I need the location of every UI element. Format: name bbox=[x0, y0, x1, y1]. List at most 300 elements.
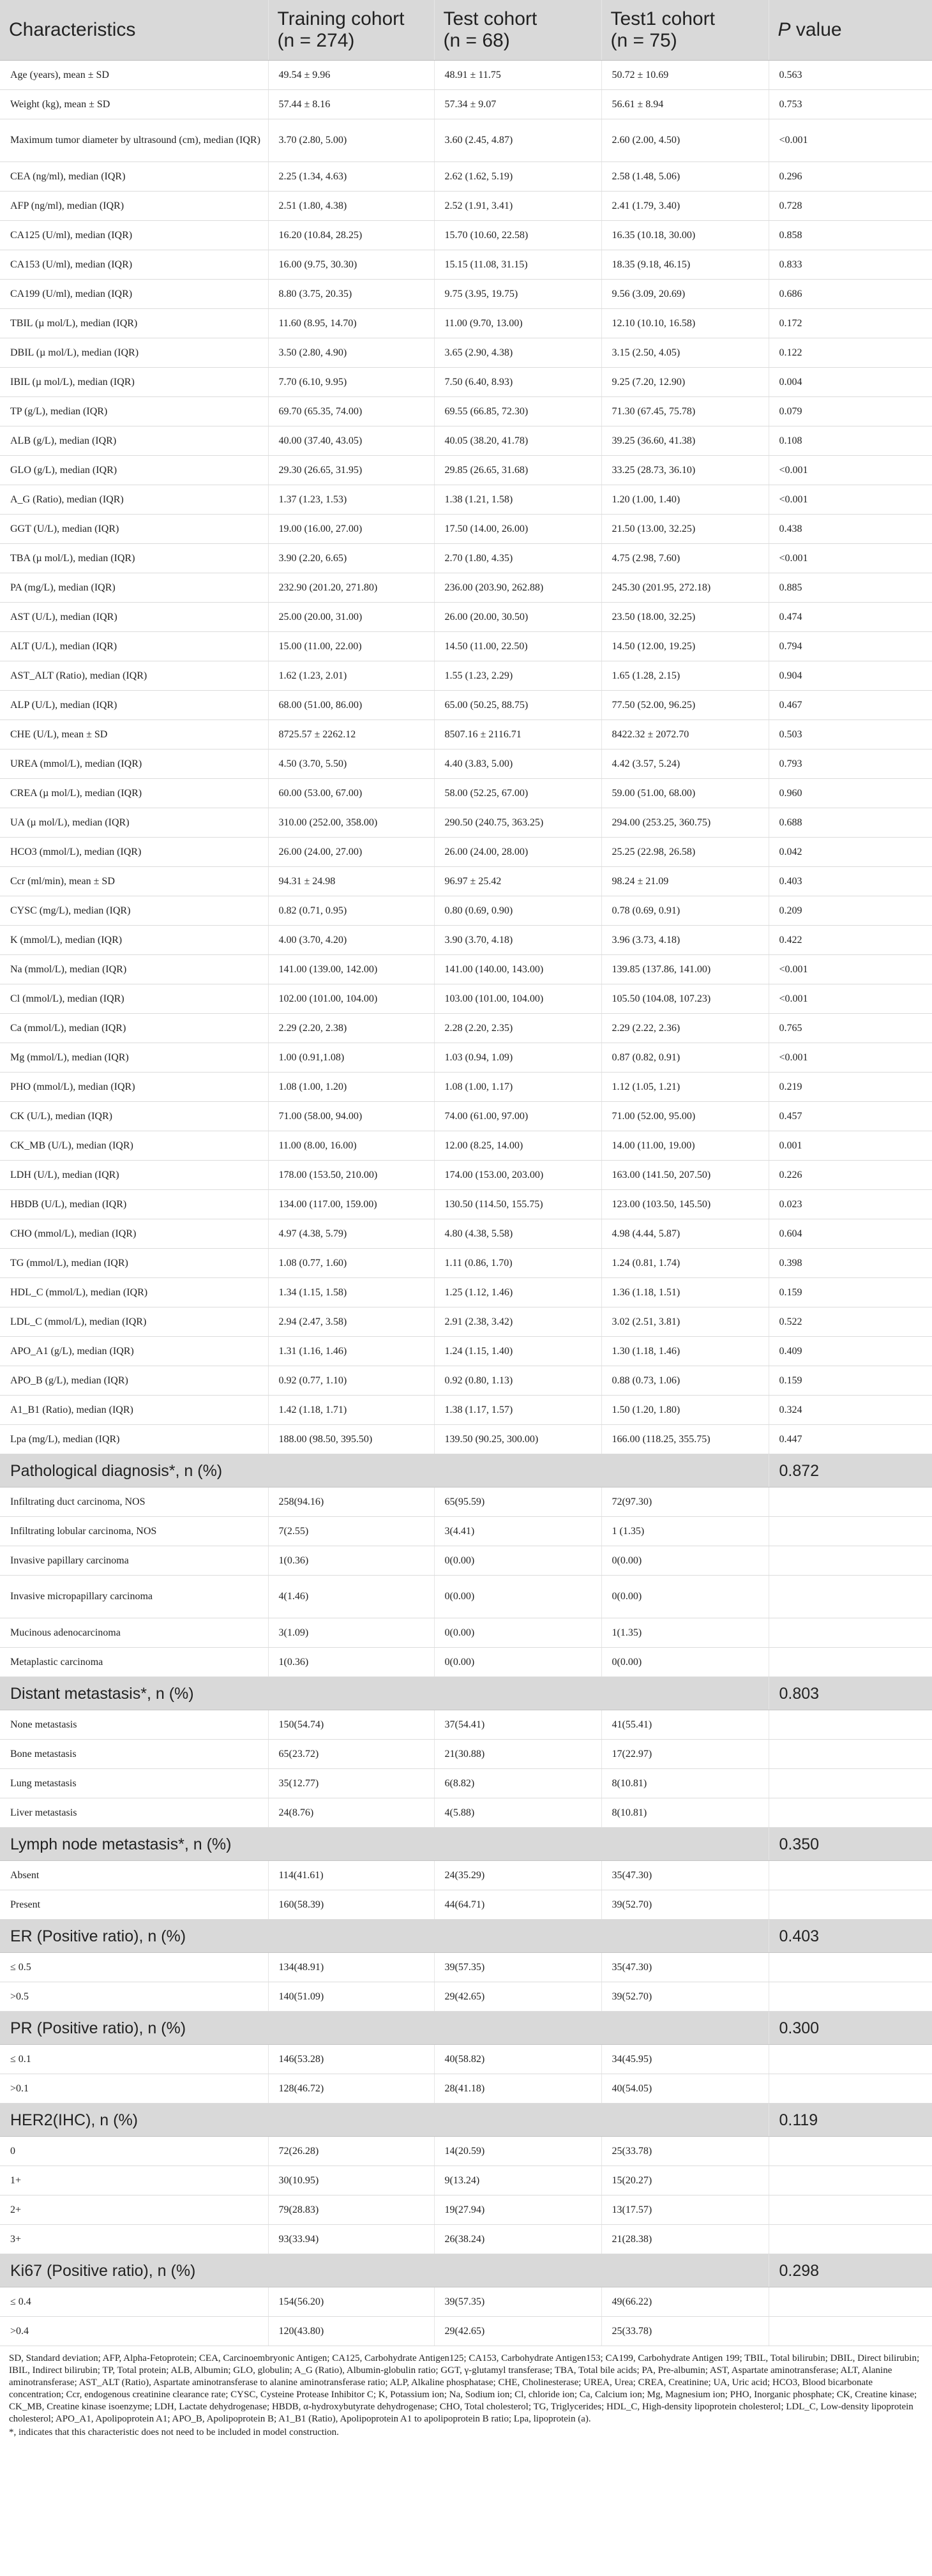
test1-value: 1(1.35) bbox=[601, 1618, 769, 1648]
training-value: 1.00 (0.91,1.08) bbox=[268, 1043, 434, 1073]
test1-value: 39(52.70) bbox=[601, 1890, 769, 1920]
p-value bbox=[769, 1517, 932, 1546]
row-label: CA153 (U/ml), median (IQR) bbox=[0, 250, 268, 280]
row-label: CA125 (U/ml), median (IQR) bbox=[0, 221, 268, 250]
test-value: 236.00 (203.90, 262.88) bbox=[434, 573, 601, 603]
footnote-asterisk: *, indicates that this characteristic does not need to be included in model construction. bbox=[9, 2427, 339, 2437]
row-label: AST (U/L), median (IQR) bbox=[0, 603, 268, 632]
test-value: 65.00 (50.25, 88.75) bbox=[434, 691, 601, 720]
test1-value: 163.00 (141.50, 207.50) bbox=[601, 1161, 769, 1190]
table-row bbox=[0, 280, 932, 309]
test1-value: 245.30 (201.95, 272.18) bbox=[601, 573, 769, 603]
training-value: 2.94 (2.47, 3.58) bbox=[268, 1307, 434, 1337]
table-row bbox=[0, 426, 932, 456]
table-row bbox=[0, 1219, 932, 1249]
table-row bbox=[0, 2137, 932, 2166]
p-value: 0.219 bbox=[769, 1073, 932, 1102]
training-value: 4(1.46) bbox=[268, 1576, 434, 1618]
test-value: 14.50 (11.00, 22.50) bbox=[434, 632, 601, 661]
table-row bbox=[0, 2074, 932, 2104]
test1-value: 17(22.97) bbox=[601, 1740, 769, 1769]
row-label: UA (µ mol/L), median (IQR) bbox=[0, 808, 268, 838]
test-value: 69.55 (66.85, 72.30) bbox=[434, 397, 601, 426]
test-value: 57.34 ± 9.07 bbox=[434, 90, 601, 119]
training-value: 1(0.36) bbox=[268, 1648, 434, 1677]
test-value: 17.50 (14.00, 26.00) bbox=[434, 515, 601, 544]
p-value: 0.001 bbox=[769, 1131, 932, 1161]
table-row bbox=[0, 632, 932, 661]
row-label: Weight (kg), mean ± SD bbox=[0, 90, 268, 119]
row-label: PHO (mmol/L), median (IQR) bbox=[0, 1073, 268, 1102]
test-value: 24(35.29) bbox=[434, 1861, 601, 1890]
row-label: HDL_C (mmol/L), median (IQR) bbox=[0, 1278, 268, 1307]
test1-value: 25.25 (22.98, 26.58) bbox=[601, 838, 769, 867]
training-value: 40.00 (37.40, 43.05) bbox=[268, 426, 434, 456]
test1-value: 71.30 (67.45, 75.78) bbox=[601, 397, 769, 426]
table-row bbox=[0, 1488, 932, 1517]
test1-value: 4.98 (4.44, 5.87) bbox=[601, 1219, 769, 1249]
test1-value: 3.15 (2.50, 4.05) bbox=[601, 338, 769, 368]
row-label: Invasive micropapillary carcinoma bbox=[0, 1576, 268, 1618]
table-row bbox=[0, 309, 932, 338]
p-value: <0.001 bbox=[769, 1043, 932, 1073]
test-value: 4.40 (3.83, 5.00) bbox=[434, 749, 601, 779]
p-value bbox=[769, 1769, 932, 1798]
training-value: 1.37 (1.23, 1.53) bbox=[268, 485, 434, 515]
row-label: GLO (g/L), median (IQR) bbox=[0, 456, 268, 485]
p-value: <0.001 bbox=[769, 456, 932, 485]
test1-value: 0.87 (0.82, 0.91) bbox=[601, 1043, 769, 1073]
header-test1-cohort: Test1 cohort (n = 75) bbox=[601, 0, 769, 61]
row-label: AST_ALT (Ratio), median (IQR) bbox=[0, 661, 268, 691]
test-value: 19(27.94) bbox=[434, 2196, 601, 2225]
table-row bbox=[0, 90, 932, 119]
section-label: PR (Positive ratio), n (%) bbox=[0, 2012, 769, 2045]
p-value: 0.122 bbox=[769, 338, 932, 368]
test1-value: 72(97.30) bbox=[601, 1488, 769, 1517]
section-p-value: 0.803 bbox=[769, 1677, 932, 1710]
test-value: 0(0.00) bbox=[434, 1576, 601, 1618]
p-value: 0.604 bbox=[769, 1219, 932, 1249]
training-value: 1.62 (1.23, 2.01) bbox=[268, 661, 434, 691]
row-label: UREA (mmol/L), median (IQR) bbox=[0, 749, 268, 779]
row-label: CK (U/L), median (IQR) bbox=[0, 1102, 268, 1131]
table-row bbox=[0, 720, 932, 749]
row-label: LDH (U/L), median (IQR) bbox=[0, 1161, 268, 1190]
row-label: K (mmol/L), median (IQR) bbox=[0, 926, 268, 955]
training-value: 1.34 (1.15, 1.58) bbox=[268, 1278, 434, 1307]
training-value: 24(8.76) bbox=[268, 1798, 434, 1828]
p-value bbox=[769, 1576, 932, 1618]
training-value: 178.00 (153.50, 210.00) bbox=[268, 1161, 434, 1190]
p-value: 0.004 bbox=[769, 368, 932, 397]
row-label: Ccr (ml/min), mean ± SD bbox=[0, 867, 268, 896]
training-value: 2.51 (1.80, 4.38) bbox=[268, 192, 434, 221]
p-value bbox=[769, 2317, 932, 2346]
table-row bbox=[0, 368, 932, 397]
test1-value: 166.00 (118.25, 355.75) bbox=[601, 1425, 769, 1454]
row-label: ≤ 0.5 bbox=[0, 1953, 268, 1982]
training-value: 120(43.80) bbox=[268, 2317, 434, 2346]
section-p-value: 0.119 bbox=[769, 2104, 932, 2137]
header-test-cohort: Test cohort (n = 68) bbox=[434, 0, 601, 61]
table-row bbox=[0, 1102, 932, 1131]
test-value: 6(8.82) bbox=[434, 1769, 601, 1798]
table-row bbox=[0, 1546, 932, 1576]
p-value: 0.686 bbox=[769, 280, 932, 309]
p-value: 0.522 bbox=[769, 1307, 932, 1337]
training-value: 4.00 (3.70, 4.20) bbox=[268, 926, 434, 955]
table-row bbox=[0, 926, 932, 955]
test1-value: 25(33.78) bbox=[601, 2317, 769, 2346]
training-value: 7(2.55) bbox=[268, 1517, 434, 1546]
table-row bbox=[0, 808, 932, 838]
training-value: 68.00 (51.00, 86.00) bbox=[268, 691, 434, 720]
test1-value: 1.12 (1.05, 1.21) bbox=[601, 1073, 769, 1102]
row-label: 0 bbox=[0, 2137, 268, 2166]
training-value: 232.90 (201.20, 271.80) bbox=[268, 573, 434, 603]
p-value bbox=[769, 2137, 932, 2166]
training-value: 16.20 (10.84, 28.25) bbox=[268, 221, 434, 250]
section-p-value: 0.298 bbox=[769, 2254, 932, 2287]
test-value: 14(20.59) bbox=[434, 2137, 601, 2166]
training-value: 49.54 ± 9.96 bbox=[268, 61, 434, 90]
table-row bbox=[0, 162, 932, 192]
p-value: 0.296 bbox=[769, 162, 932, 192]
test-value: 9.75 (3.95, 19.75) bbox=[434, 280, 601, 309]
training-value: 3.70 (2.80, 5.00) bbox=[268, 119, 434, 162]
table-row bbox=[0, 1366, 932, 1396]
test1-value: 2.60 (2.00, 4.50) bbox=[601, 119, 769, 162]
p-value: 0.728 bbox=[769, 192, 932, 221]
test-value: 39(57.35) bbox=[434, 2287, 601, 2317]
test-value: 3.60 (2.45, 4.87) bbox=[434, 119, 601, 162]
table-row bbox=[0, 1190, 932, 1219]
row-label: HCO3 (mmol/L), median (IQR) bbox=[0, 838, 268, 867]
test1-value: 1.36 (1.18, 1.51) bbox=[601, 1278, 769, 1307]
test1-value: 8(10.81) bbox=[601, 1798, 769, 1828]
section-p-value: 0.872 bbox=[769, 1454, 932, 1488]
p-value: 0.457 bbox=[769, 1102, 932, 1131]
table-row bbox=[0, 573, 932, 603]
test1-value: 3.96 (3.73, 4.18) bbox=[601, 926, 769, 955]
section-label: Distant metastasis*, n (%) bbox=[0, 1677, 769, 1710]
table-row bbox=[0, 661, 932, 691]
test1-value: 1.50 (1.20, 1.80) bbox=[601, 1396, 769, 1425]
table-row bbox=[0, 1517, 932, 1546]
table-row bbox=[0, 485, 932, 515]
table-row bbox=[0, 1131, 932, 1161]
section-p-value: 0.300 bbox=[769, 2012, 932, 2045]
test-value: 1.38 (1.17, 1.57) bbox=[434, 1396, 601, 1425]
test-value: 1.55 (1.23, 2.29) bbox=[434, 661, 601, 691]
p-value bbox=[769, 1740, 932, 1769]
row-label: 3+ bbox=[0, 2225, 268, 2254]
test1-value: 9.25 (7.20, 12.90) bbox=[601, 368, 769, 397]
p-value: 0.023 bbox=[769, 1190, 932, 1219]
table-row bbox=[0, 749, 932, 779]
p-value: 0.794 bbox=[769, 632, 932, 661]
header-characteristics: Characteristics bbox=[0, 0, 268, 61]
row-label: Bone metastasis bbox=[0, 1740, 268, 1769]
p-value: 0.765 bbox=[769, 1014, 932, 1043]
row-label: Age (years), mean ± SD bbox=[0, 61, 268, 90]
test-value: 4(5.88) bbox=[434, 1798, 601, 1828]
test1-value: 139.85 (137.86, 141.00) bbox=[601, 955, 769, 984]
row-label: Absent bbox=[0, 1861, 268, 1890]
row-label: >0.5 bbox=[0, 1982, 268, 2012]
table-row bbox=[0, 1073, 932, 1102]
test-value: 141.00 (140.00, 143.00) bbox=[434, 955, 601, 984]
test1-value: 8422.32 ± 2072.70 bbox=[601, 720, 769, 749]
test1-value: 3.02 (2.51, 3.81) bbox=[601, 1307, 769, 1337]
test1-value: 13(17.57) bbox=[601, 2196, 769, 2225]
test-value: 2.52 (1.91, 3.41) bbox=[434, 192, 601, 221]
p-value: 0.159 bbox=[769, 1278, 932, 1307]
table-row bbox=[0, 2317, 932, 2346]
test-value: 26.00 (20.00, 30.50) bbox=[434, 603, 601, 632]
training-value: 35(12.77) bbox=[268, 1769, 434, 1798]
training-value: 30(10.95) bbox=[268, 2166, 434, 2196]
row-label: ALT (U/L), median (IQR) bbox=[0, 632, 268, 661]
test1-value: 98.24 ± 21.09 bbox=[601, 867, 769, 896]
training-value: 94.31 ± 24.98 bbox=[268, 867, 434, 896]
p-value: 0.563 bbox=[769, 61, 932, 90]
training-value: 154(56.20) bbox=[268, 2287, 434, 2317]
p-value: 0.688 bbox=[769, 808, 932, 838]
section-p-value: 0.403 bbox=[769, 1920, 932, 1953]
test1-value: 77.50 (52.00, 96.25) bbox=[601, 691, 769, 720]
training-value: 0.92 (0.77, 1.10) bbox=[268, 1366, 434, 1396]
table-row bbox=[0, 1576, 932, 1618]
training-value: 65(23.72) bbox=[268, 1740, 434, 1769]
p-value: 0.398 bbox=[769, 1249, 932, 1278]
test-value: 29(42.65) bbox=[434, 2317, 601, 2346]
table-row bbox=[0, 456, 932, 485]
table-row bbox=[0, 1014, 932, 1043]
test-value: 40(58.82) bbox=[434, 2045, 601, 2074]
test1-value: 1.30 (1.18, 1.46) bbox=[601, 1337, 769, 1366]
p-value: 0.042 bbox=[769, 838, 932, 867]
table-row bbox=[0, 603, 932, 632]
test1-value: 12.10 (10.10, 16.58) bbox=[601, 309, 769, 338]
row-label: Mg (mmol/L), median (IQR) bbox=[0, 1043, 268, 1073]
training-value: 15.00 (11.00, 22.00) bbox=[268, 632, 434, 661]
test-value: 0.80 (0.69, 0.90) bbox=[434, 896, 601, 926]
test-value: 12.00 (8.25, 14.00) bbox=[434, 1131, 601, 1161]
test1-value: 1.65 (1.28, 2.15) bbox=[601, 661, 769, 691]
test-value: 7.50 (6.40, 8.93) bbox=[434, 368, 601, 397]
p-value bbox=[769, 1953, 932, 1982]
test1-value: 40(54.05) bbox=[601, 2074, 769, 2104]
p-value bbox=[769, 1488, 932, 1517]
row-label: ≤ 0.4 bbox=[0, 2287, 268, 2317]
training-value: 188.00 (98.50, 395.50) bbox=[268, 1425, 434, 1454]
p-value: 0.885 bbox=[769, 573, 932, 603]
row-label: CYSC (mg/L), median (IQR) bbox=[0, 896, 268, 926]
test-value: 9(13.24) bbox=[434, 2166, 601, 2196]
test1-value: 2.29 (2.22, 2.36) bbox=[601, 1014, 769, 1043]
p-value: 0.793 bbox=[769, 749, 932, 779]
p-value: 0.960 bbox=[769, 779, 932, 808]
row-label: Infiltrating duct carcinoma, NOS bbox=[0, 1488, 268, 1517]
table-row bbox=[0, 250, 932, 280]
p-value: <0.001 bbox=[769, 984, 932, 1014]
row-label: Present bbox=[0, 1890, 268, 1920]
table-row bbox=[0, 838, 932, 867]
table-row bbox=[0, 1798, 932, 1828]
table-row bbox=[0, 2225, 932, 2254]
p-value: 0.438 bbox=[769, 515, 932, 544]
test1-value: 0(0.00) bbox=[601, 1648, 769, 1677]
test1-value: 59.00 (51.00, 68.00) bbox=[601, 779, 769, 808]
row-label: LDL_C (mmol/L), median (IQR) bbox=[0, 1307, 268, 1337]
section-row bbox=[0, 2012, 932, 2045]
p-value: 0.324 bbox=[769, 1396, 932, 1425]
test-value: 1.24 (1.15, 1.40) bbox=[434, 1337, 601, 1366]
p-value bbox=[769, 2196, 932, 2225]
test1-value: 0.78 (0.69, 0.91) bbox=[601, 896, 769, 926]
header-p-italic: P bbox=[778, 19, 791, 40]
training-value: 60.00 (53.00, 67.00) bbox=[268, 779, 434, 808]
row-label: CA199 (U/ml), median (IQR) bbox=[0, 280, 268, 309]
table-row bbox=[0, 2166, 932, 2196]
test1-value: 34(45.95) bbox=[601, 2045, 769, 2074]
table-row bbox=[0, 515, 932, 544]
table-row bbox=[0, 1740, 932, 1769]
p-value bbox=[769, 1798, 932, 1828]
p-value: 0.474 bbox=[769, 603, 932, 632]
test-value: 174.00 (153.00, 203.00) bbox=[434, 1161, 601, 1190]
table-row bbox=[0, 691, 932, 720]
training-value: 146(53.28) bbox=[268, 2045, 434, 2074]
header-row bbox=[0, 0, 932, 61]
test-value: 0.92 (0.80, 1.13) bbox=[434, 1366, 601, 1396]
test1-value: 21(28.38) bbox=[601, 2225, 769, 2254]
p-value: 0.172 bbox=[769, 309, 932, 338]
test-value: 3.90 (3.70, 4.18) bbox=[434, 926, 601, 955]
p-value: 0.503 bbox=[769, 720, 932, 749]
table-row bbox=[0, 1161, 932, 1190]
section-label: Ki67 (Positive ratio), n (%) bbox=[0, 2254, 769, 2287]
table-row bbox=[0, 119, 932, 162]
training-value: 72(26.28) bbox=[268, 2137, 434, 2166]
row-label: TG (mmol/L), median (IQR) bbox=[0, 1249, 268, 1278]
table-row bbox=[0, 2045, 932, 2074]
row-label: IBIL (µ mol/L), median (IQR) bbox=[0, 368, 268, 397]
test-value: 11.00 (9.70, 13.00) bbox=[434, 309, 601, 338]
p-value: <0.001 bbox=[769, 485, 932, 515]
p-value: 0.422 bbox=[769, 926, 932, 955]
test-value: 2.62 (1.62, 5.19) bbox=[434, 162, 601, 192]
table-row bbox=[0, 2196, 932, 2225]
training-value: 1.08 (1.00, 1.20) bbox=[268, 1073, 434, 1102]
table-row bbox=[0, 338, 932, 368]
test1-value: 16.35 (10.18, 30.00) bbox=[601, 221, 769, 250]
row-label: GGT (U/L), median (IQR) bbox=[0, 515, 268, 544]
training-value: 134(48.91) bbox=[268, 1953, 434, 1982]
p-value: <0.001 bbox=[769, 544, 932, 573]
test-value: 96.97 ± 25.42 bbox=[434, 867, 601, 896]
training-value: 141.00 (139.00, 142.00) bbox=[268, 955, 434, 984]
row-label: Ca (mmol/L), median (IQR) bbox=[0, 1014, 268, 1043]
row-label: A_G (Ratio), median (IQR) bbox=[0, 485, 268, 515]
section-row bbox=[0, 2254, 932, 2287]
table-row bbox=[0, 1396, 932, 1425]
test1-value: 33.25 (28.73, 36.10) bbox=[601, 456, 769, 485]
row-label: CK_MB (U/L), median (IQR) bbox=[0, 1131, 268, 1161]
p-value: 0.833 bbox=[769, 250, 932, 280]
row-label: Cl (mmol/L), median (IQR) bbox=[0, 984, 268, 1014]
table-body bbox=[0, 61, 932, 2346]
table-row bbox=[0, 1982, 932, 2012]
test-value: 0(0.00) bbox=[434, 1546, 601, 1576]
training-value: 25.00 (20.00, 31.00) bbox=[268, 603, 434, 632]
test-value: 58.00 (52.25, 67.00) bbox=[434, 779, 601, 808]
training-value: 3(1.09) bbox=[268, 1618, 434, 1648]
test-value: 139.50 (90.25, 300.00) bbox=[434, 1425, 601, 1454]
training-value: 1.08 (0.77, 1.60) bbox=[268, 1249, 434, 1278]
test-value: 1.08 (1.00, 1.17) bbox=[434, 1073, 601, 1102]
table-row bbox=[0, 544, 932, 573]
row-label: AFP (ng/ml), median (IQR) bbox=[0, 192, 268, 221]
training-value: 93(33.94) bbox=[268, 2225, 434, 2254]
p-value bbox=[769, 1710, 932, 1740]
table-row bbox=[0, 1769, 932, 1798]
test-value: 3.65 (2.90, 4.38) bbox=[434, 338, 601, 368]
header-training-cohort: Training cohort (n = 274) bbox=[268, 0, 434, 61]
test1-value: 49(66.22) bbox=[601, 2287, 769, 2317]
test-value: 48.91 ± 11.75 bbox=[434, 61, 601, 90]
test1-value: 2.58 (1.48, 5.06) bbox=[601, 162, 769, 192]
row-label: A1_B1 (Ratio), median (IQR) bbox=[0, 1396, 268, 1425]
p-value bbox=[769, 2166, 932, 2196]
p-value bbox=[769, 2074, 932, 2104]
table-row bbox=[0, 1861, 932, 1890]
table-row bbox=[0, 2287, 932, 2317]
test-value: 0(0.00) bbox=[434, 1648, 601, 1677]
test-value: 44(64.71) bbox=[434, 1890, 601, 1920]
test1-value: 0(0.00) bbox=[601, 1576, 769, 1618]
test-value: 8507.16 ± 2116.71 bbox=[434, 720, 601, 749]
test1-value: 0(0.00) bbox=[601, 1546, 769, 1576]
training-value: 4.97 (4.38, 5.79) bbox=[268, 1219, 434, 1249]
test1-value: 15(20.27) bbox=[601, 2166, 769, 2196]
p-value bbox=[769, 1982, 932, 2012]
test-value: 2.70 (1.80, 4.35) bbox=[434, 544, 601, 573]
p-value: 0.858 bbox=[769, 221, 932, 250]
test-value: 26(38.24) bbox=[434, 2225, 601, 2254]
row-label: Mucinous adenocarcinoma bbox=[0, 1618, 268, 1648]
test1-value: 123.00 (103.50, 145.50) bbox=[601, 1190, 769, 1219]
test1-value: 39(52.70) bbox=[601, 1982, 769, 2012]
training-value: 134.00 (117.00, 159.00) bbox=[268, 1190, 434, 1219]
row-label: CHO (mmol/L), median (IQR) bbox=[0, 1219, 268, 1249]
section-row bbox=[0, 1828, 932, 1861]
row-label: Lpa (mg/L), median (IQR) bbox=[0, 1425, 268, 1454]
test-value: 74.00 (61.00, 97.00) bbox=[434, 1102, 601, 1131]
table-row bbox=[0, 896, 932, 926]
section-row bbox=[0, 2104, 932, 2137]
training-value: 29.30 (26.65, 31.95) bbox=[268, 456, 434, 485]
test-value: 40.05 (38.20, 41.78) bbox=[434, 426, 601, 456]
table-row bbox=[0, 1337, 932, 1366]
table-row bbox=[0, 1278, 932, 1307]
test1-value: 18.35 (9.18, 46.15) bbox=[601, 250, 769, 280]
training-value: 79(28.83) bbox=[268, 2196, 434, 2225]
row-label: CEA (ng/ml), median (IQR) bbox=[0, 162, 268, 192]
test-value: 103.00 (101.00, 104.00) bbox=[434, 984, 601, 1014]
